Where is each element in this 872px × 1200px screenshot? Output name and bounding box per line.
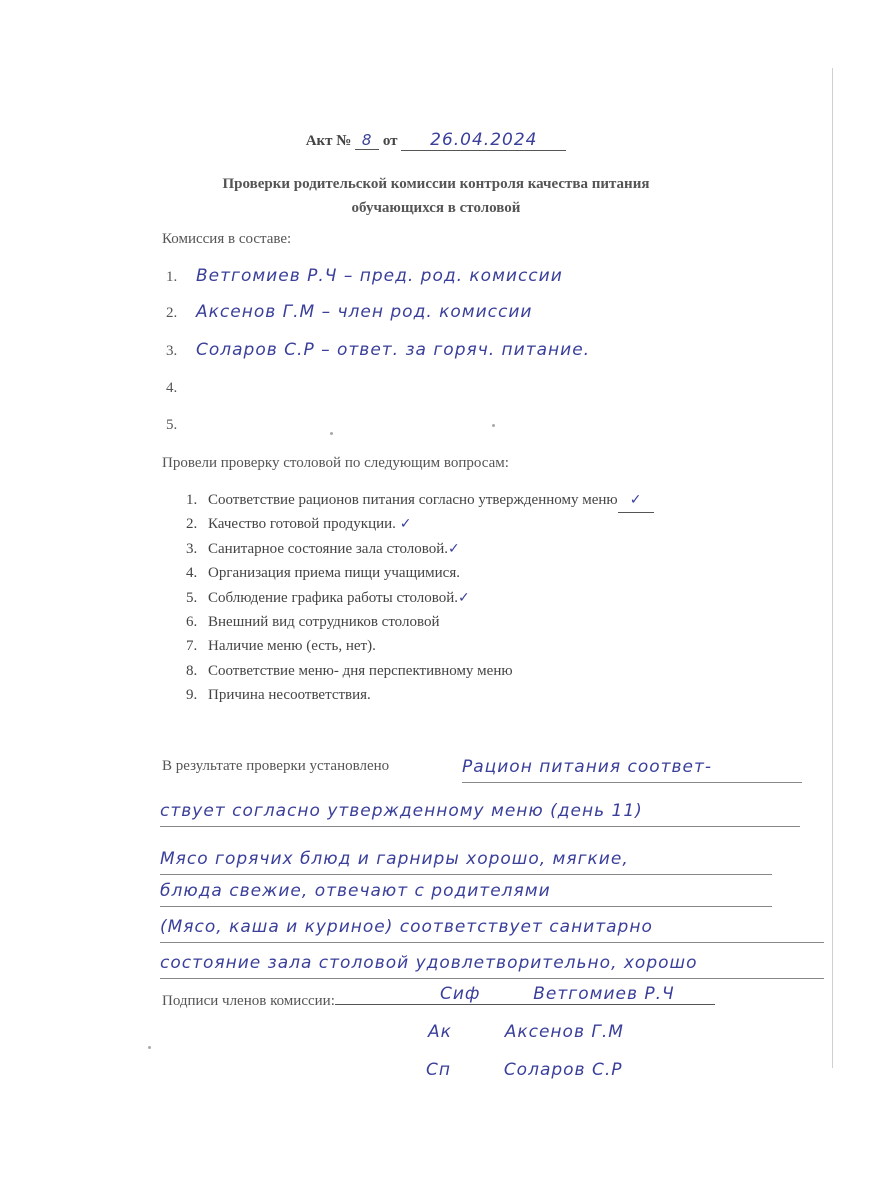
list-item [186,488,654,512]
signature-row [440,984,675,1004]
signer-name: Соларов С.Р [503,1060,623,1080]
result-line: (Мясо, каша и куриное) соответствует санитарно [160,912,824,943]
member-text: Ветгомиев Р.Ч – пред. род. комиссии [196,266,563,286]
member-number: 4. [166,380,178,396]
list-item [186,512,654,536]
check-underline [618,488,654,513]
signature-row [426,1060,623,1080]
list-item [186,537,654,561]
signer-name: Аксенов Г.М [504,1022,624,1042]
list-item [186,634,654,658]
checks-label: Провели проверку столовой по следующим вопросам: [162,455,509,471]
check-mark-icon: ✓ [399,516,412,533]
signatures-label-text: Подписи членов комиссии: [162,993,335,1009]
act-date: 26.04.2024 [401,130,566,151]
result-line: состояние зала столовой удовлетворительно, хорошо [160,948,824,979]
member-number: 5. [166,417,178,433]
signature-mark: Сиф [440,984,481,1004]
scan-speck [330,432,333,435]
list-item [186,610,654,634]
item-text: Соблюдение графика работы столовой. [208,589,459,606]
act-number: 8 [355,131,379,150]
list-item [186,586,654,610]
check-mark-icon: ✓ [629,492,642,508]
member-text: Соларов С.Р – ответ. за горяч. питание. [196,340,591,360]
subtitle-line-1: Проверки родительской комиссии контроля качества питания [222,176,650,192]
item-number: 8. [186,662,198,679]
item-number: 7. [186,638,198,655]
commission-member [166,377,196,397]
check-mark-icon: ✓ [458,589,470,606]
result-label: В результате проверки установлено [162,758,390,774]
signature-mark: Сп [426,1060,451,1080]
signer-name: Ветгомиев Р.Ч [533,984,675,1004]
item-number: 3. [186,540,198,557]
commission-member [166,266,563,286]
item-number: 9. [186,687,198,704]
item-text: Причина несоответствия. [208,687,371,704]
result-line: Мясо горячих блюд и гарниры хорошо, мягкие, [160,844,772,875]
item-number: 5. [186,589,198,606]
act-title [0,130,872,151]
checks-list [186,488,654,708]
result-line: ствует согласно утвержденному меню (день 11) [160,796,800,827]
subtitle-line-2: обучающихся в столовой [351,200,521,216]
commission-member [166,302,532,322]
item-text: Соответствие рационов питания согласно утвержденному меню [208,492,618,508]
act-from-label: от [382,133,398,149]
commission-member [166,414,196,434]
act-subtitle [0,172,872,220]
result-line: Рацион питания соответ- [462,752,802,783]
commission-label: Комиссия в составе: [162,231,292,247]
item-text: Организация приема пищи учащимися. [208,565,460,582]
list-item [186,683,654,707]
member-text: Аксенов Г.М – член род. комиссии [196,302,533,322]
list-item [186,659,654,683]
list-item [186,561,654,585]
item-text: Качество готовой продукции. [208,516,396,533]
item-number: 2. [186,516,198,533]
member-number: 2. [166,305,178,321]
commission-member [166,340,590,360]
item-number: 6. [186,613,198,630]
signature-mark: Ак [428,1022,452,1042]
member-number: 1. [166,269,178,285]
item-text: Соответствие меню- дня перспективному меню [208,662,513,679]
item-number: 1. [186,492,198,508]
act-prefix: Акт № [305,133,352,149]
item-text: Внешний вид сотрудников столовой [208,613,440,630]
item-text: Наличие меню (есть, нет). [208,638,376,655]
scan-speck [492,424,495,427]
scan-speck [148,1046,151,1049]
check-mark-icon: ✓ [448,540,460,557]
signature-row [428,1022,624,1042]
item-number: 4. [186,565,198,582]
member-number: 3. [166,343,178,359]
result-line: блюда свежие, отвечают с родителями [160,876,772,907]
item-text: Санитарное состояние зала столовой. [208,540,449,557]
